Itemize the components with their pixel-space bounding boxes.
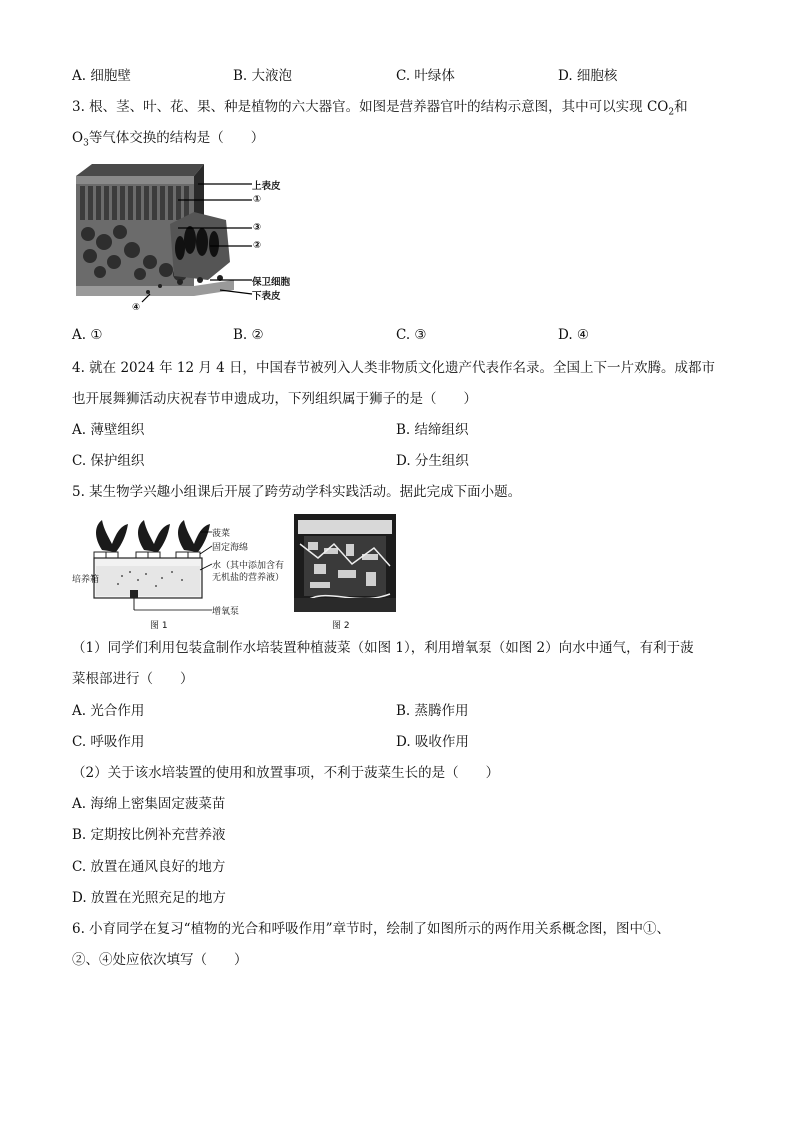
- q2-option-c: C. 叶绿体: [396, 68, 455, 84]
- q4-option-d: D. 分生组织: [396, 453, 469, 469]
- label-number-3: ③: [253, 222, 262, 233]
- q3-formula: O: [72, 130, 84, 146]
- q5-sub1-option-b: B. 蒸腾作用: [396, 703, 469, 719]
- figure-2-caption: 图 2: [332, 621, 350, 631]
- q3-stem-line1: [72, 97, 688, 123]
- q5-sub1-line1: （1）同学们利用包装盒制作水培装置种植菠菜（如图 1），利用增氧泵（如图 2）向水中通气，有利于菠: [72, 640, 694, 656]
- q3-option-d: D. ④: [558, 327, 590, 343]
- q5-intro: 5. 某生物学兴趣小组课后开展了跨劳动学科实践活动。据此完成下面小题。: [72, 484, 522, 500]
- q5-sub1-line2: 菜根部进行（ ）: [72, 671, 194, 687]
- q5-sub2-option-b: B. 定期按比例补充营养液: [72, 827, 226, 843]
- label-number-1: ①: [253, 194, 262, 205]
- figure-1-caption: 图 1: [150, 621, 168, 631]
- q4-option-b: B. 结缔组织: [396, 422, 469, 438]
- q5-sub1-option-d: D. 吸收作用: [396, 734, 469, 750]
- q2-option-a: A. 细胞壁: [72, 68, 131, 84]
- q4-option-c: C. 保护组织: [72, 453, 145, 469]
- leaf-structure-figure: [70, 162, 310, 322]
- q4-stem-line1: 4. 就在 2024 年 12 月 4 日，中国春节被列入人类非物质文化遗产代表作名录。全国上下一片欢腾。成都市: [72, 360, 716, 376]
- air-pump-photo: [294, 514, 396, 612]
- q4-option-a: A. 薄壁组织: [72, 422, 145, 438]
- q6-stem-line2: ②、④处应依次填写（ ）: [72, 952, 248, 968]
- label-lower-epidermis: 下表皮: [252, 291, 281, 302]
- hydroponic-figure-2: [294, 514, 398, 632]
- q4-stem-line2: 也开展舞狮活动庆祝春节申遗成功，下列组织属于狮子的是（ ）: [72, 391, 477, 407]
- subscript: 3: [83, 138, 89, 149]
- label-number-4: ④: [132, 302, 141, 313]
- q5-sub1-option-c: C. 呼吸作用: [72, 734, 145, 750]
- q3-stem-text: 3. 根、茎、叶、花、果、种是植物的六大器官。如图是营养器官叶的结构示意图，其中可以实现 CO: [72, 99, 669, 115]
- q3-option-b: B. ②: [233, 327, 264, 343]
- q5-sub2-option-c: C. 放置在通风良好的地方: [72, 859, 226, 875]
- q5-sub1-option-a: A. 光合作用: [72, 703, 145, 719]
- q3-option-c: C. ③: [396, 327, 427, 343]
- q2-option-d: D. 细胞核: [558, 68, 618, 84]
- hydroponic-figure-1: [72, 514, 292, 632]
- label-spinach: 菠菜: [212, 529, 231, 539]
- q3-option-a: A. ①: [72, 327, 103, 343]
- label-fixed-sponge: 固定海绵: [212, 543, 249, 553]
- q5-sub2-option-a: A. 海绵上密集固定菠菜苗: [72, 796, 226, 812]
- q3-stem-line2: [72, 128, 264, 154]
- q6-stem-line1: 6. 小育同学在复习“植物的光合和呼吸作用”章节时，绘制了如图所示的两作用关系概念图，图中①、: [72, 921, 670, 937]
- q5-sub2-stem: （2）关于该水培装置的使用和放置事项，不利于菠菜生长的是（ ）: [72, 765, 500, 781]
- subscript: 2: [668, 107, 675, 118]
- q2-option-b: B. 大液泡: [233, 68, 293, 84]
- q3-stem-text: 等气体交换的结构是（ ）: [88, 130, 265, 146]
- label-air-pump: 增氧泵: [212, 607, 240, 617]
- label-guard-cell: 保卫细胞: [252, 277, 291, 288]
- label-water-line1: 水（其中添加含有: [212, 561, 285, 571]
- label-upper-epidermis: 上表皮: [252, 181, 281, 192]
- label-number-2: ②: [253, 240, 262, 251]
- q3-stem-text-end: 和: [674, 99, 688, 115]
- label-culture-box: 培养箱: [72, 575, 100, 585]
- label-water-line2: 无机盐的营养液）: [212, 573, 285, 583]
- q5-sub2-option-d: D. 放置在光照充足的地方: [72, 890, 226, 906]
